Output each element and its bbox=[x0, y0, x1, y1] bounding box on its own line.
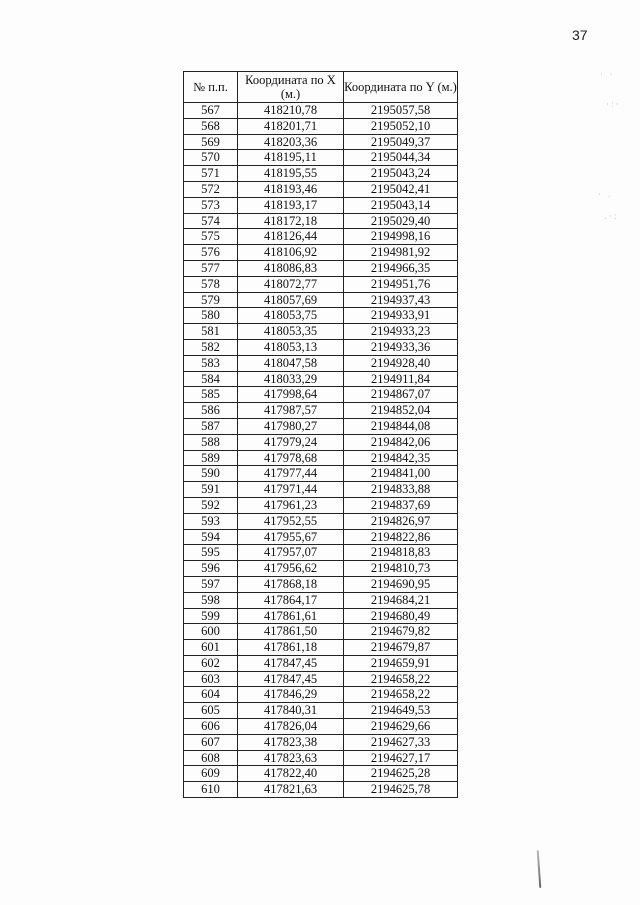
cell-index: 576 bbox=[184, 245, 238, 261]
cell-x-coordinate: 417971,44 bbox=[238, 482, 344, 498]
cell-x-coordinate: 418193,46 bbox=[238, 181, 344, 197]
cell-y-coordinate: 2194933,23 bbox=[344, 324, 458, 340]
table-row bbox=[184, 403, 458, 419]
cell-index: 581 bbox=[184, 324, 238, 340]
cell-y-coordinate: 2194679,82 bbox=[344, 624, 458, 640]
cell-index: 603 bbox=[184, 671, 238, 687]
table-row bbox=[184, 324, 458, 340]
cell-index: 588 bbox=[184, 434, 238, 450]
cell-y-coordinate: 2195043,14 bbox=[344, 197, 458, 213]
table-row bbox=[184, 150, 458, 166]
scan-speckle: .·: bbox=[604, 212, 619, 222]
cell-x-coordinate: 417861,61 bbox=[238, 608, 344, 624]
table-row bbox=[184, 229, 458, 245]
cell-index: 600 bbox=[184, 624, 238, 640]
table-row bbox=[184, 640, 458, 656]
cell-x-coordinate: 417868,18 bbox=[238, 576, 344, 592]
cell-x-coordinate: 418203,36 bbox=[238, 134, 344, 150]
cell-index: 594 bbox=[184, 529, 238, 545]
cell-y-coordinate: 2195057,58 bbox=[344, 103, 458, 119]
table-row bbox=[184, 608, 458, 624]
table-row bbox=[184, 561, 458, 577]
page-number: 37 bbox=[572, 27, 588, 43]
table-row bbox=[184, 624, 458, 640]
cell-x-coordinate: 417840,31 bbox=[238, 703, 344, 719]
cell-index: 574 bbox=[184, 213, 238, 229]
cell-index: 586 bbox=[184, 403, 238, 419]
cell-x-coordinate: 418106,92 bbox=[238, 245, 344, 261]
cell-index: 570 bbox=[184, 150, 238, 166]
header-y-coordinate: Координата по Y (м.) bbox=[344, 72, 458, 103]
header-index: № п.п. bbox=[184, 72, 238, 103]
table-row bbox=[184, 339, 458, 355]
table-row bbox=[184, 260, 458, 276]
cell-y-coordinate: 2194998,16 bbox=[344, 229, 458, 245]
table-row bbox=[184, 703, 458, 719]
table-row bbox=[184, 576, 458, 592]
cell-index: 567 bbox=[184, 103, 238, 119]
cell-x-coordinate: 417826,04 bbox=[238, 719, 344, 735]
cell-y-coordinate: 2194928,40 bbox=[344, 355, 458, 371]
table-row bbox=[184, 418, 458, 434]
cell-y-coordinate: 2194649,53 bbox=[344, 703, 458, 719]
cell-index: 593 bbox=[184, 513, 238, 529]
cell-x-coordinate: 417861,18 bbox=[238, 640, 344, 656]
cell-y-coordinate: 2194937,43 bbox=[344, 292, 458, 308]
cell-x-coordinate: 418201,71 bbox=[238, 118, 344, 134]
table-row bbox=[184, 482, 458, 498]
cell-y-coordinate: 2194810,73 bbox=[344, 561, 458, 577]
cell-x-coordinate: 417998,64 bbox=[238, 387, 344, 403]
cell-index: 582 bbox=[184, 339, 238, 355]
cell-y-coordinate: 2194625,28 bbox=[344, 766, 458, 782]
cell-x-coordinate: 418126,44 bbox=[238, 229, 344, 245]
cell-x-coordinate: 418047,58 bbox=[238, 355, 344, 371]
cell-x-coordinate: 418053,35 bbox=[238, 324, 344, 340]
cell-y-coordinate: 2194680,49 bbox=[344, 608, 458, 624]
cell-y-coordinate: 2194833,88 bbox=[344, 482, 458, 498]
cell-index: 605 bbox=[184, 703, 238, 719]
cell-y-coordinate: 2194684,21 bbox=[344, 592, 458, 608]
cell-x-coordinate: 418210,78 bbox=[238, 103, 344, 119]
table-body bbox=[184, 103, 458, 798]
cell-x-coordinate: 418086,83 bbox=[238, 260, 344, 276]
cell-index: 608 bbox=[184, 750, 238, 766]
table-row bbox=[184, 655, 458, 671]
cell-y-coordinate: 2194659,91 bbox=[344, 655, 458, 671]
cell-y-coordinate: 2195052,10 bbox=[344, 118, 458, 134]
cell-x-coordinate: 417847,45 bbox=[238, 655, 344, 671]
cell-y-coordinate: 2195044,34 bbox=[344, 150, 458, 166]
table-row bbox=[184, 782, 458, 798]
cell-x-coordinate: 418053,13 bbox=[238, 339, 344, 355]
cell-y-coordinate: 2195043,24 bbox=[344, 166, 458, 182]
cell-x-coordinate: 417979,24 bbox=[238, 434, 344, 450]
cell-x-coordinate: 417823,63 bbox=[238, 750, 344, 766]
table-row bbox=[184, 450, 458, 466]
cell-y-coordinate: 2194822,86 bbox=[344, 529, 458, 545]
table-row bbox=[184, 513, 458, 529]
scan-speckle: · . bbox=[598, 190, 613, 200]
cell-index: 592 bbox=[184, 497, 238, 513]
cell-y-coordinate: 2194867,07 bbox=[344, 387, 458, 403]
table-row bbox=[184, 434, 458, 450]
cell-y-coordinate: 2195029,40 bbox=[344, 213, 458, 229]
cell-index: 597 bbox=[184, 576, 238, 592]
cell-y-coordinate: 2194844,08 bbox=[344, 418, 458, 434]
cell-y-coordinate: 2194852,04 bbox=[344, 403, 458, 419]
table-row bbox=[184, 466, 458, 482]
scan-speckle: · · bbox=[600, 70, 615, 80]
table-row bbox=[184, 292, 458, 308]
scan-speckle: ·:· bbox=[606, 100, 621, 110]
cell-index: 591 bbox=[184, 482, 238, 498]
cell-index: 572 bbox=[184, 181, 238, 197]
cell-index: 595 bbox=[184, 545, 238, 561]
table-row bbox=[184, 545, 458, 561]
cell-x-coordinate: 417822,40 bbox=[238, 766, 344, 782]
cell-index: 602 bbox=[184, 655, 238, 671]
cell-x-coordinate: 418072,77 bbox=[238, 276, 344, 292]
cell-index: 604 bbox=[184, 687, 238, 703]
table-row bbox=[184, 719, 458, 735]
table-row bbox=[184, 497, 458, 513]
cell-index: 610 bbox=[184, 782, 238, 798]
cell-y-coordinate: 2194826,97 bbox=[344, 513, 458, 529]
cell-x-coordinate: 418172,18 bbox=[238, 213, 344, 229]
cell-x-coordinate: 417977,44 bbox=[238, 466, 344, 482]
cell-y-coordinate: 2194629,66 bbox=[344, 719, 458, 735]
pen-mark bbox=[537, 850, 542, 888]
cell-index: 606 bbox=[184, 719, 238, 735]
table-row bbox=[184, 197, 458, 213]
cell-index: 596 bbox=[184, 561, 238, 577]
cell-x-coordinate: 417956,62 bbox=[238, 561, 344, 577]
cell-y-coordinate: 2195042,41 bbox=[344, 181, 458, 197]
cell-x-coordinate: 417957,07 bbox=[238, 545, 344, 561]
cell-x-coordinate: 417961,23 bbox=[238, 497, 344, 513]
cell-index: 575 bbox=[184, 229, 238, 245]
header-x-coordinate: Координата по X (м.) bbox=[238, 72, 344, 103]
table-row bbox=[184, 687, 458, 703]
cell-y-coordinate: 2194679,87 bbox=[344, 640, 458, 656]
cell-y-coordinate: 2194837,69 bbox=[344, 497, 458, 513]
table-row bbox=[184, 766, 458, 782]
cell-y-coordinate: 2194842,35 bbox=[344, 450, 458, 466]
cell-index: 598 bbox=[184, 592, 238, 608]
cell-y-coordinate: 2194911,84 bbox=[344, 371, 458, 387]
cell-index: 607 bbox=[184, 734, 238, 750]
table-row bbox=[184, 734, 458, 750]
table-row bbox=[184, 671, 458, 687]
table-row bbox=[184, 213, 458, 229]
cell-index: 578 bbox=[184, 276, 238, 292]
table-row bbox=[184, 308, 458, 324]
cell-y-coordinate: 2194842,06 bbox=[344, 434, 458, 450]
cell-x-coordinate: 418193,17 bbox=[238, 197, 344, 213]
cell-x-coordinate: 417864,17 bbox=[238, 592, 344, 608]
cell-index: 571 bbox=[184, 166, 238, 182]
cell-y-coordinate: 2194627,17 bbox=[344, 750, 458, 766]
cell-x-coordinate: 418033,29 bbox=[238, 371, 344, 387]
cell-y-coordinate: 2194658,22 bbox=[344, 671, 458, 687]
cell-x-coordinate: 417846,29 bbox=[238, 687, 344, 703]
cell-y-coordinate: 2194627,33 bbox=[344, 734, 458, 750]
cell-index: 584 bbox=[184, 371, 238, 387]
table-row bbox=[184, 181, 458, 197]
cell-y-coordinate: 2194625,78 bbox=[344, 782, 458, 798]
table-row bbox=[184, 103, 458, 119]
table-row bbox=[184, 355, 458, 371]
cell-x-coordinate: 417980,27 bbox=[238, 418, 344, 434]
cell-index: 590 bbox=[184, 466, 238, 482]
cell-index: 569 bbox=[184, 134, 238, 150]
cell-x-coordinate: 417861,50 bbox=[238, 624, 344, 640]
cell-index: 587 bbox=[184, 418, 238, 434]
table-row bbox=[184, 387, 458, 403]
cell-y-coordinate: 2194933,91 bbox=[344, 308, 458, 324]
cell-y-coordinate: 2194818,83 bbox=[344, 545, 458, 561]
table-row bbox=[184, 118, 458, 134]
cell-index: 573 bbox=[184, 197, 238, 213]
cell-index: 568 bbox=[184, 118, 238, 134]
table-header-row bbox=[184, 72, 458, 103]
table-row bbox=[184, 245, 458, 261]
cell-y-coordinate: 2194951,76 bbox=[344, 276, 458, 292]
cell-index: 577 bbox=[184, 260, 238, 276]
table-row bbox=[184, 166, 458, 182]
cell-y-coordinate: 2195049,37 bbox=[344, 134, 458, 150]
cell-x-coordinate: 418195,55 bbox=[238, 166, 344, 182]
cell-index: 609 bbox=[184, 766, 238, 782]
cell-x-coordinate: 418053,75 bbox=[238, 308, 344, 324]
cell-x-coordinate: 417978,68 bbox=[238, 450, 344, 466]
table-row bbox=[184, 276, 458, 292]
cell-x-coordinate: 417821,63 bbox=[238, 782, 344, 798]
cell-x-coordinate: 418057,69 bbox=[238, 292, 344, 308]
table-row bbox=[184, 134, 458, 150]
cell-x-coordinate: 418195,11 bbox=[238, 150, 344, 166]
cell-x-coordinate: 417955,67 bbox=[238, 529, 344, 545]
cell-x-coordinate: 417987,57 bbox=[238, 403, 344, 419]
cell-index: 580 bbox=[184, 308, 238, 324]
cell-y-coordinate: 2194690,95 bbox=[344, 576, 458, 592]
table-row bbox=[184, 592, 458, 608]
coordinates-table bbox=[183, 71, 458, 798]
cell-index: 601 bbox=[184, 640, 238, 656]
table-row bbox=[184, 371, 458, 387]
cell-index: 599 bbox=[184, 608, 238, 624]
cell-y-coordinate: 2194981,92 bbox=[344, 245, 458, 261]
cell-y-coordinate: 2194841,00 bbox=[344, 466, 458, 482]
cell-y-coordinate: 2194966,35 bbox=[344, 260, 458, 276]
cell-x-coordinate: 417847,45 bbox=[238, 671, 344, 687]
table-row bbox=[184, 529, 458, 545]
cell-y-coordinate: 2194933,36 bbox=[344, 339, 458, 355]
cell-index: 585 bbox=[184, 387, 238, 403]
cell-x-coordinate: 417823,38 bbox=[238, 734, 344, 750]
cell-y-coordinate: 2194658,22 bbox=[344, 687, 458, 703]
cell-index: 579 bbox=[184, 292, 238, 308]
cell-index: 589 bbox=[184, 450, 238, 466]
table-row bbox=[184, 750, 458, 766]
cell-index: 583 bbox=[184, 355, 238, 371]
cell-x-coordinate: 417952,55 bbox=[238, 513, 344, 529]
